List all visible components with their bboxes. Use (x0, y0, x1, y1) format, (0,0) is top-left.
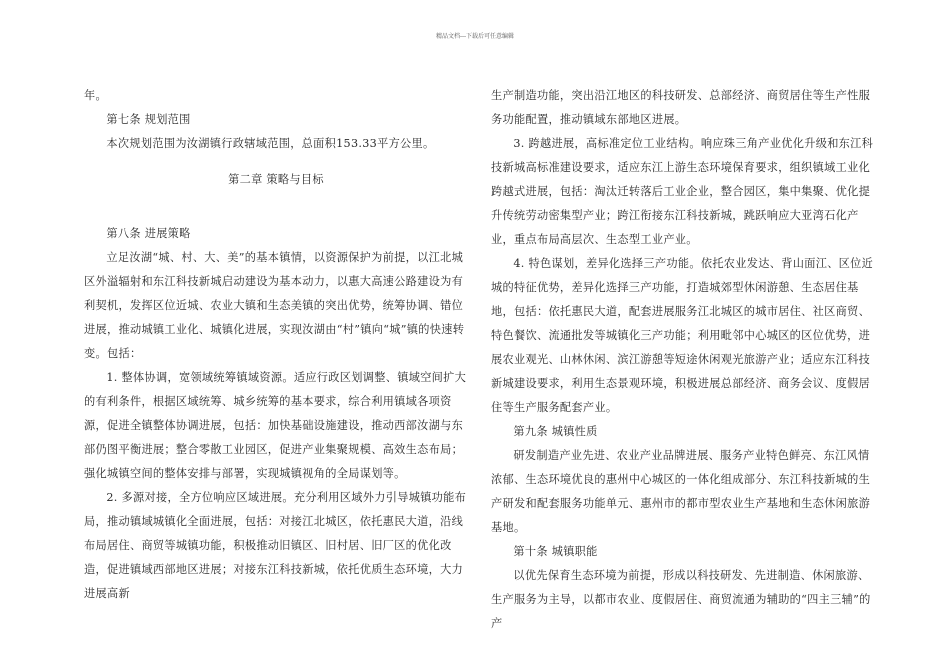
paragraph: 本次规划范围为汝湖镇行政辖域范围，总面积153.33平方公里。 (106, 137, 435, 150)
article-heading: 第九条 城镇性质 (513, 425, 598, 438)
page-header: 精品文档---下载后可任意编辑 (435, 33, 515, 40)
left-column (84, 84, 468, 606)
right-column (491, 84, 875, 636)
spacer (84, 192, 468, 222)
paragraph: 生产制造功能，突出沿江地区的科技研发、总部经济、商贸居住等生产性服务功能配置，推动镇域东部地区进展。 (491, 89, 871, 126)
paragraph: 3. 跨越进展，高标准定位工业结构。响应珠三角产业优化升级和东江科技新城高标准建设要求，适应东江上游生态环境保育要求，组织镇域工业化跨越式进展，包括：淘汰迁转落后工业企业，整合园区，集中集聚、优化提升传统劳动密集型产业；跨江衔接东江科技新城，跳跃响应大亚湾石化产业，重点布局高层次、生态型工业产业。 (491, 137, 874, 246)
article-heading: 第八条 进展策略 (106, 227, 191, 240)
article-heading: 第十条 城镇职能 (513, 545, 598, 558)
paragraph: 4. 特色谋划，差异化选择三产功能。依托农业发达、背山面江、区位近城的特征优势，差异化选择三产功能，打造城郊型休闲游憩、生态居住基地，包括：依托惠民大道，配套进展服务江北城区的城市居住、社区商贸、特色餐饮、流通批发等城镇化三产功能；利用毗邻中心城区的区位优势，进展农业观光、山林休闲、滨江游憩等短途休闲观光旅游产业；适应东江科技新城建设要求，利用生态景观环境，积极进展总部经济、商务会议、度假居住等生产服务配套产业。 (491, 257, 874, 414)
paragraph: 立足汝湖“城、村、大、美”的基本镇情，以资源保护为前提，以江北城区外溢辐射和东江科技新城启动建设为基本动力，以惠大高速公路建设为有利契机，发挥区位近城、农业大镇和生态美镇的突出优势，统筹协调、错位进展，推动城镇工业化、城镇化进展，实现汝湖由“村”镇向“城”镇的快速转变。包括： (84, 251, 465, 360)
paragraph: 2. 多源对接，全方位响应区域进展。充分利用区域外力引导城镇功能布局，推动镇域城镇化全面进展，包括：对接江北城区，依托惠民大道，沿线布局居住、商贸等城镇功能，积极推动旧镇区、旧村居、旧厂区的优化改造，促进镇域西部地区进展；对接东江科技新城，依托优质生态环境，大力进展高新 (84, 491, 467, 600)
paragraph: 以优先保育生态环境为前提，形成以科技研发、先进制造、休闲旅游、生产服务为主导，以都市农业、度假居住、商贸流通为辅助的“四主三辅”的产 (491, 569, 871, 630)
paragraph: 年。 (84, 89, 107, 102)
paragraph: 1. 整体协调，宽领域统筹镇域资源。适应行政区划调整、镇域空间扩大的有利条件，根据区域统筹、城乡统筹的基本要求，综合利用镇域各项资源，促进全镇整体协调进展，包括：加快基础设施建设，推动西部汝湖与东部仍图平衡进展；整合零散工业园区，促进产业集聚规模、高效生态布局；强化城镇空间的整体安排与部署，实现城镇视角的全局谋划等。 (84, 371, 467, 480)
chapter-heading: 第二章 策略与目标 (228, 173, 324, 186)
paragraph: 研发制造产业先进、农业产业品牌进展、服务产业特色鲜亮、东江风情浓郁、生态环境优良的惠州中心城区的一体化组成部分、东江科技新城的生产研发和配套服务功能单元、惠州市的都市型农业生产基地和生态休闲旅游基地。 (491, 449, 871, 534)
article-heading: 第七条 规划范围 (106, 113, 191, 126)
